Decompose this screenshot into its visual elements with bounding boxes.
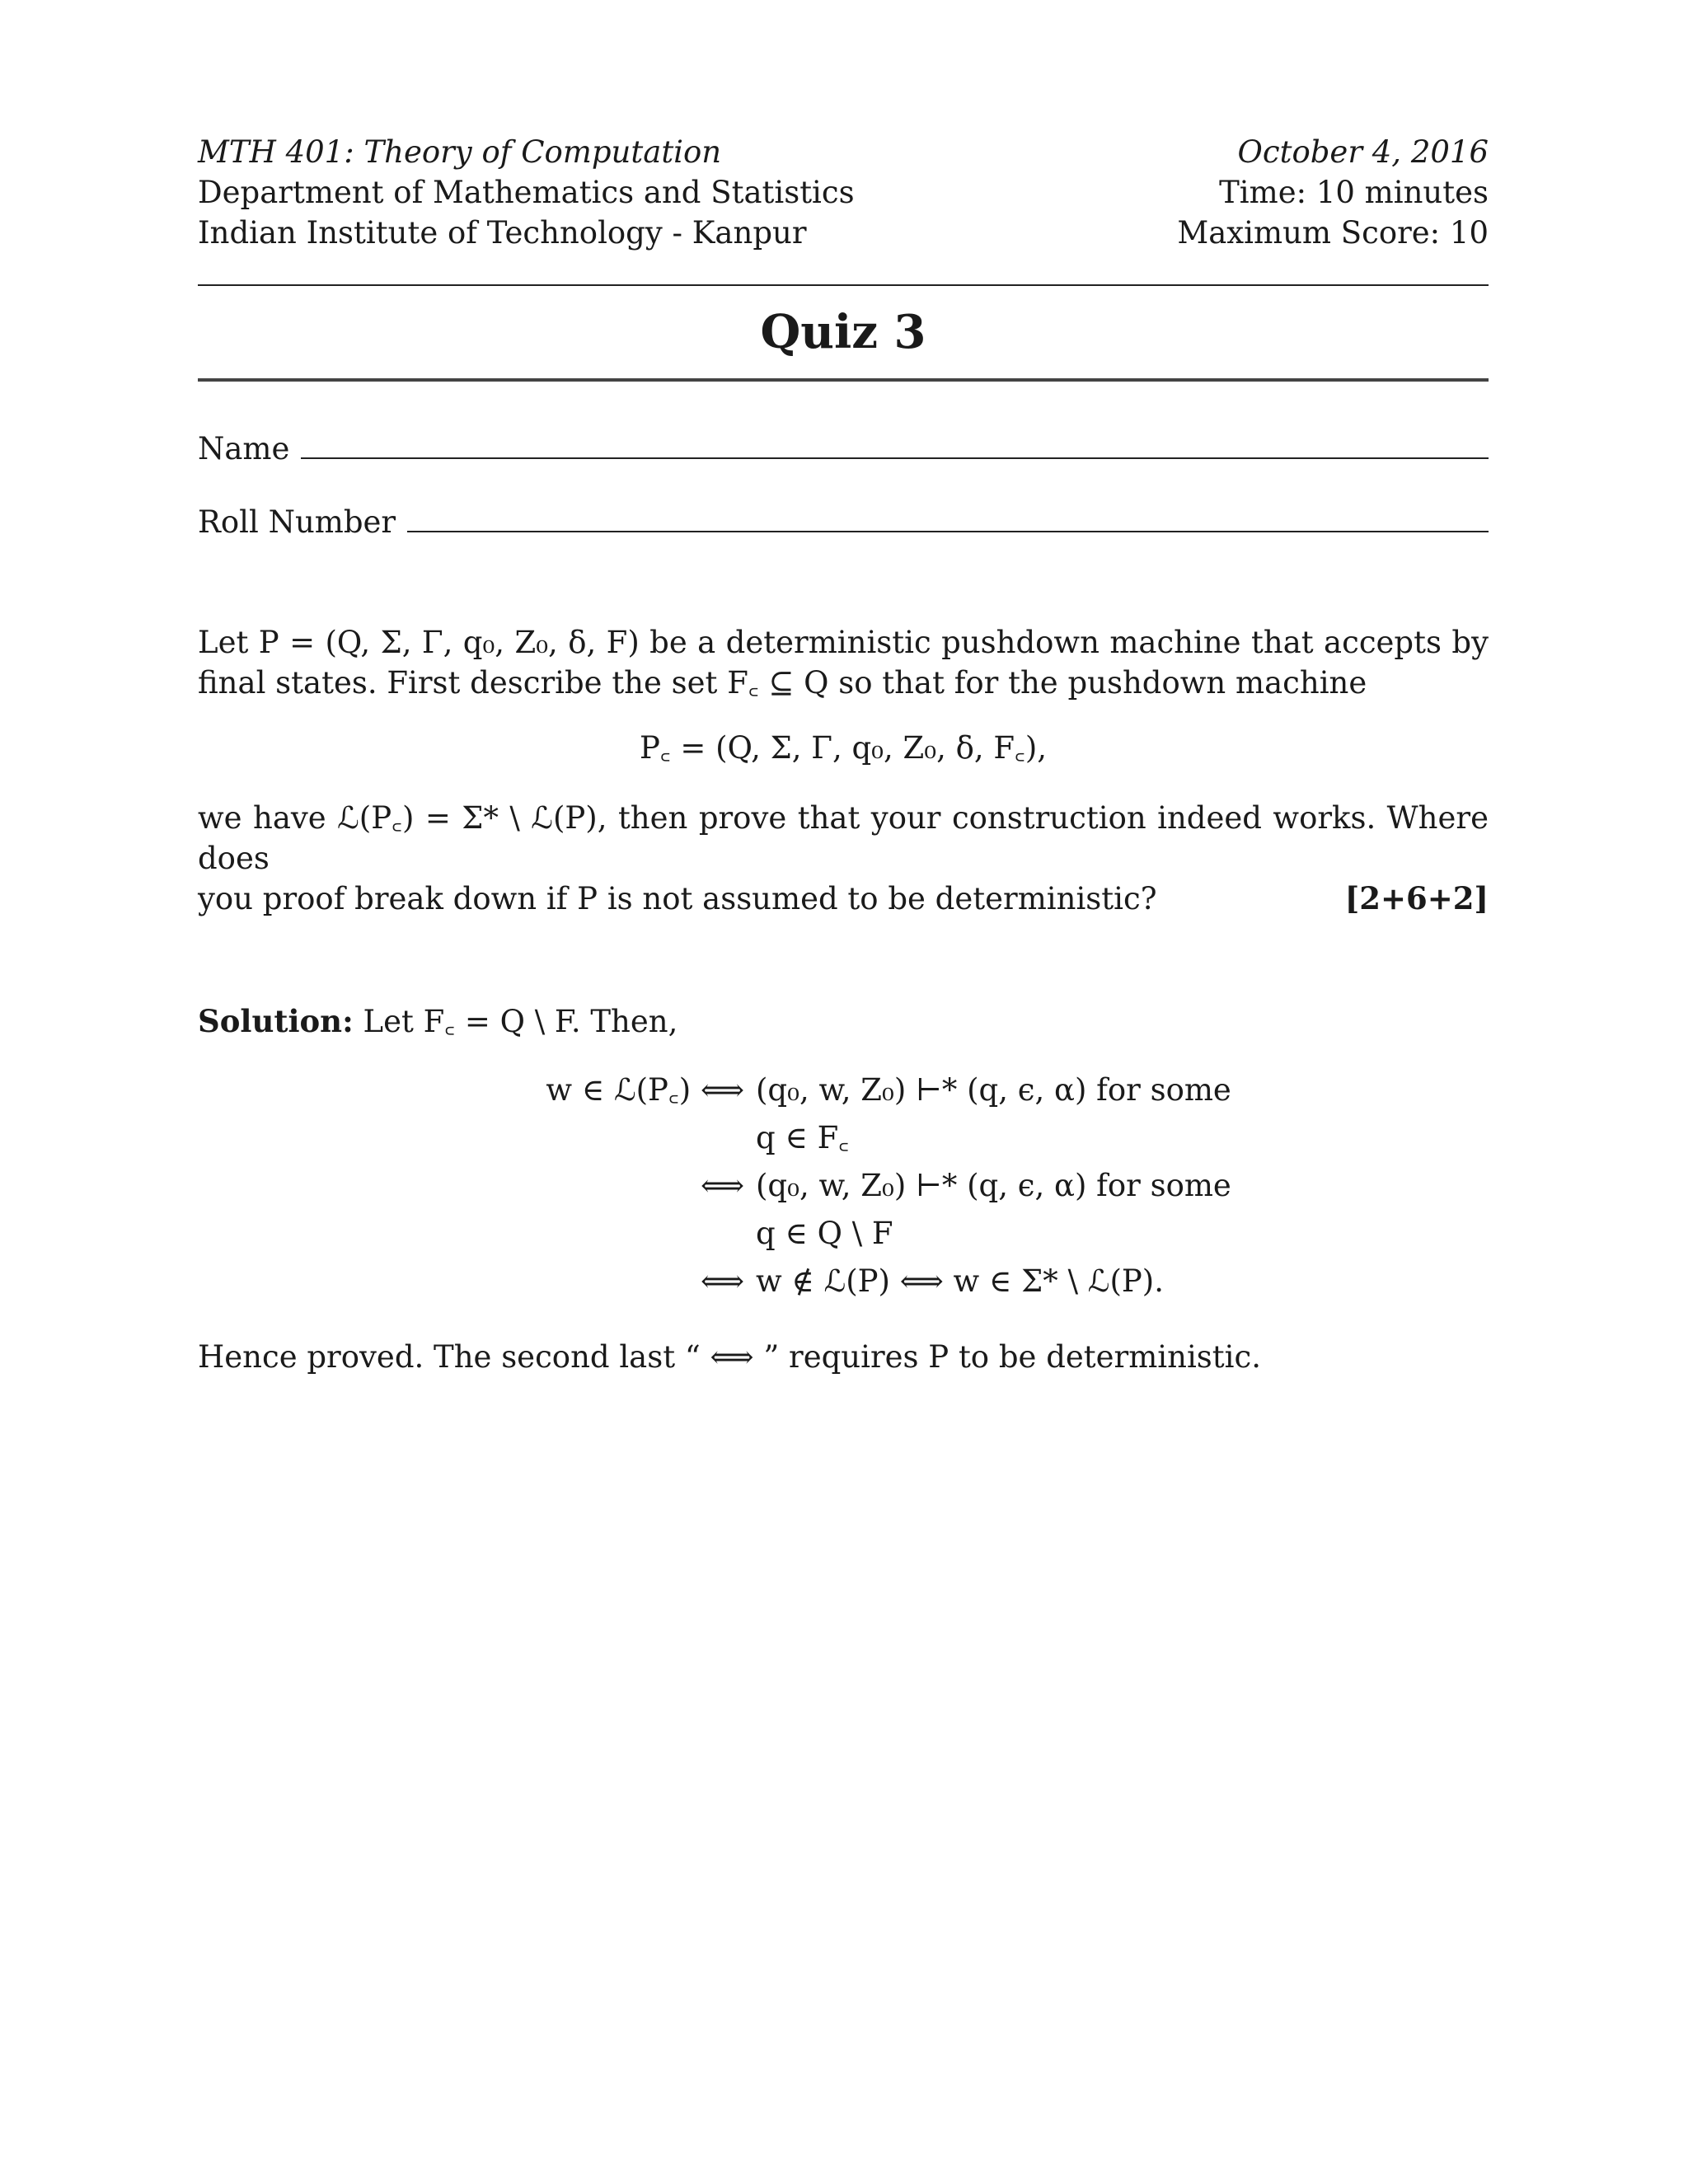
problem-paragraph: Let P = (Q, Σ, Γ, q₀, Z₀, δ, F) be a deterministic pushdown machine that accepts by final states. First describe the set F꜀ ⊆ Q so that for the pushdown machine [198,625,1489,701]
problem-question-text: you proof break down if P is not assumed to be deterministic? [198,881,1157,916]
problem-question-line: we have ℒ(P꜀) = Σ* \ ℒ(P), then prove that your construction indeed works. Where does [198,800,1489,876]
name-field[interactable] [198,431,1489,466]
chain-rhs: (q₀, w, Z₀) ⊢* (q, ϵ, α) for some q ∈ Q \ F [756,1168,1231,1251]
exam-date: October 4, 2016 [1237,134,1489,170]
chain-lhs: ⟺ [700,1263,744,1299]
time-limit: Time: 10 minutes [1219,175,1489,210]
roll-number-blank-line[interactable] [407,531,1489,532]
title-bottom-rule [198,378,1489,382]
problem-statement [198,622,1489,919]
problem-question-last-line [198,879,1489,919]
points-allocation: [2+6+2] [1344,880,1489,916]
department: Department of Mathematics and Statistics [198,175,855,210]
solution-section [198,1001,1489,1377]
solution-intro: Let F꜀ = Q \ F. Then, [363,1004,678,1039]
name-label: Name [198,431,290,466]
name-blank-line[interactable] [301,457,1489,459]
roll-number-label: Roll Number [198,504,396,540]
header-left [198,132,855,253]
display-equation: P꜀ = (Q, Σ, Γ, q₀, Z₀, δ, F꜀), [639,730,1048,766]
chain-lhs: ⟺ [700,1168,744,1203]
course-title: MTH 401: Theory of Computation [198,134,722,170]
institute: Indian Institute of Technology - Kanpur [198,215,807,251]
solution-label: Solution: [198,1003,354,1039]
equivalence-chain [431,1066,1255,1305]
chain-rhs: w ∉ ℒ(P) ⟺ w ∈ Σ* \ ℒ(P). [756,1263,1164,1299]
page-content [198,132,1489,1377]
solution-intro-line [198,1001,1489,1042]
chain-rhs: (q₀, w, Z₀) ⊢* (q, ϵ, α) for some q ∈ F꜀ [756,1072,1231,1155]
max-score: Maximum Score: 10 [1177,215,1489,251]
header-right [1177,132,1489,253]
header [198,132,1489,253]
chain-lhs: w ∈ ℒ(P꜀) ⟺ [546,1072,744,1108]
page-title: Quiz 3 [760,305,926,359]
solution-conclusion: Hence proved. The second last “ ⟺ ” requires P to be deterministic. [198,1339,1261,1375]
roll-number-field[interactable] [198,504,1489,540]
